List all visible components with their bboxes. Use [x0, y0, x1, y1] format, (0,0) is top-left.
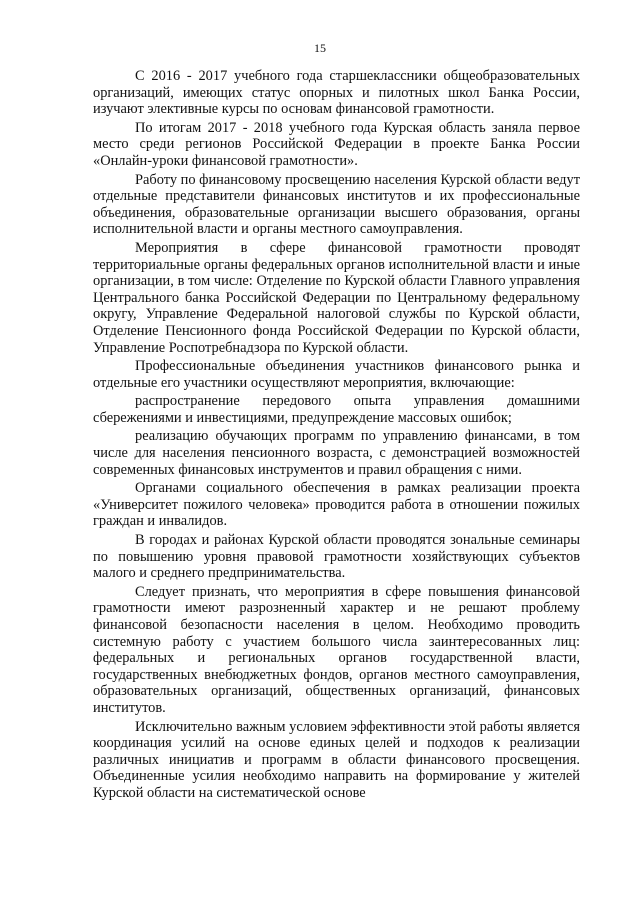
paragraph-online-lessons: По итогам 2017 - 2018 учебного года Курская область заняла первое место среди регионов Российской Федерации в проекте Банка России «Онлайн-уроки финансовой грамотности».	[93, 119, 580, 169]
paragraph-dissemination: распространение передового опыта управления домашними сбережениями и инвестициями, предупреждение массовых ошибок;	[93, 393, 580, 426]
paragraph-zonal-seminars: В городах и районах Курской области проводятся зональные семинары по повышению уровня правовой грамотности хозяйствующих субъектов малого и среднего предпринимательства.	[93, 532, 580, 582]
paragraph-systemic-work: Следует признать, что мероприятия в сфере повышения финансовой грамотности имеют разрозненный характер и не решают проблему финансовой безопасности населения в целом. Необходимо проводить системную работу с участием большого числа заинтересованных лиц: федеральных и региональных органов государственной власти, государственных внебюджетных фондов, органов местного самоуправления, образовательных организаций, общественных организаций, финансовых институтов.	[93, 583, 580, 716]
paragraph-elective-courses: С 2016 - 2017 учебного года старшеклассники общеобразовательных организаций, имеющих статус опорных и пилотных школ Банка России, изучают элективные курсы по основам финансовой грамотности.	[93, 68, 580, 118]
paragraph-events-organizations: Мероприятия в сфере финансовой грамотности проводят территориальные органы федеральных органов исполнительной власти и иные организации, в том числе: Отделение по Курской области Главного управления Центрального банка Российской Федерации по Центральному федеральному округу, Управление Федеральной налоговой службы по Курской области, Отделение Пенсионного фонда Российской Федерации по Курской области, Управление Роспотребнадзора по Курской области.	[93, 239, 580, 356]
paragraph-financial-education-work: Работу по финансовому просвещению населения Курской области ведут отдельные представители финансовых институтов и их профессиональные объединения, образовательные организации высшего образования, органы исполнительной власти и органы местного самоуправления.	[93, 171, 580, 238]
page-number: 15	[314, 41, 326, 55]
paragraph-coordination: Исключительно важным условием эффективности этой работы является координация усилий на основе единых целей и подходов к реализации различных инициатив и программ в области финансового просвещения. Объединенные усилия необходимо направить на формирование у жителей Курской области на систематической основе	[93, 718, 580, 801]
document-body	[93, 68, 580, 804]
paragraph-training-programs: реализацию обучающих программ по управлению финансами, в том числе для населения пенсионного возраста, с демонстрацией возможностей современных финансовых инструментов и правил обращения с ними.	[93, 428, 580, 478]
paragraph-professional-associations: Профессиональные объединения участников финансового рынка и отдельные его участники осуществляют мероприятия, включающие:	[93, 358, 580, 391]
paragraph-university-elderly: Органами социального обеспечения в рамках реализации проекта «Университет пожилого человека» проводится работа в отношении пожилых граждан и инвалидов.	[93, 480, 580, 530]
